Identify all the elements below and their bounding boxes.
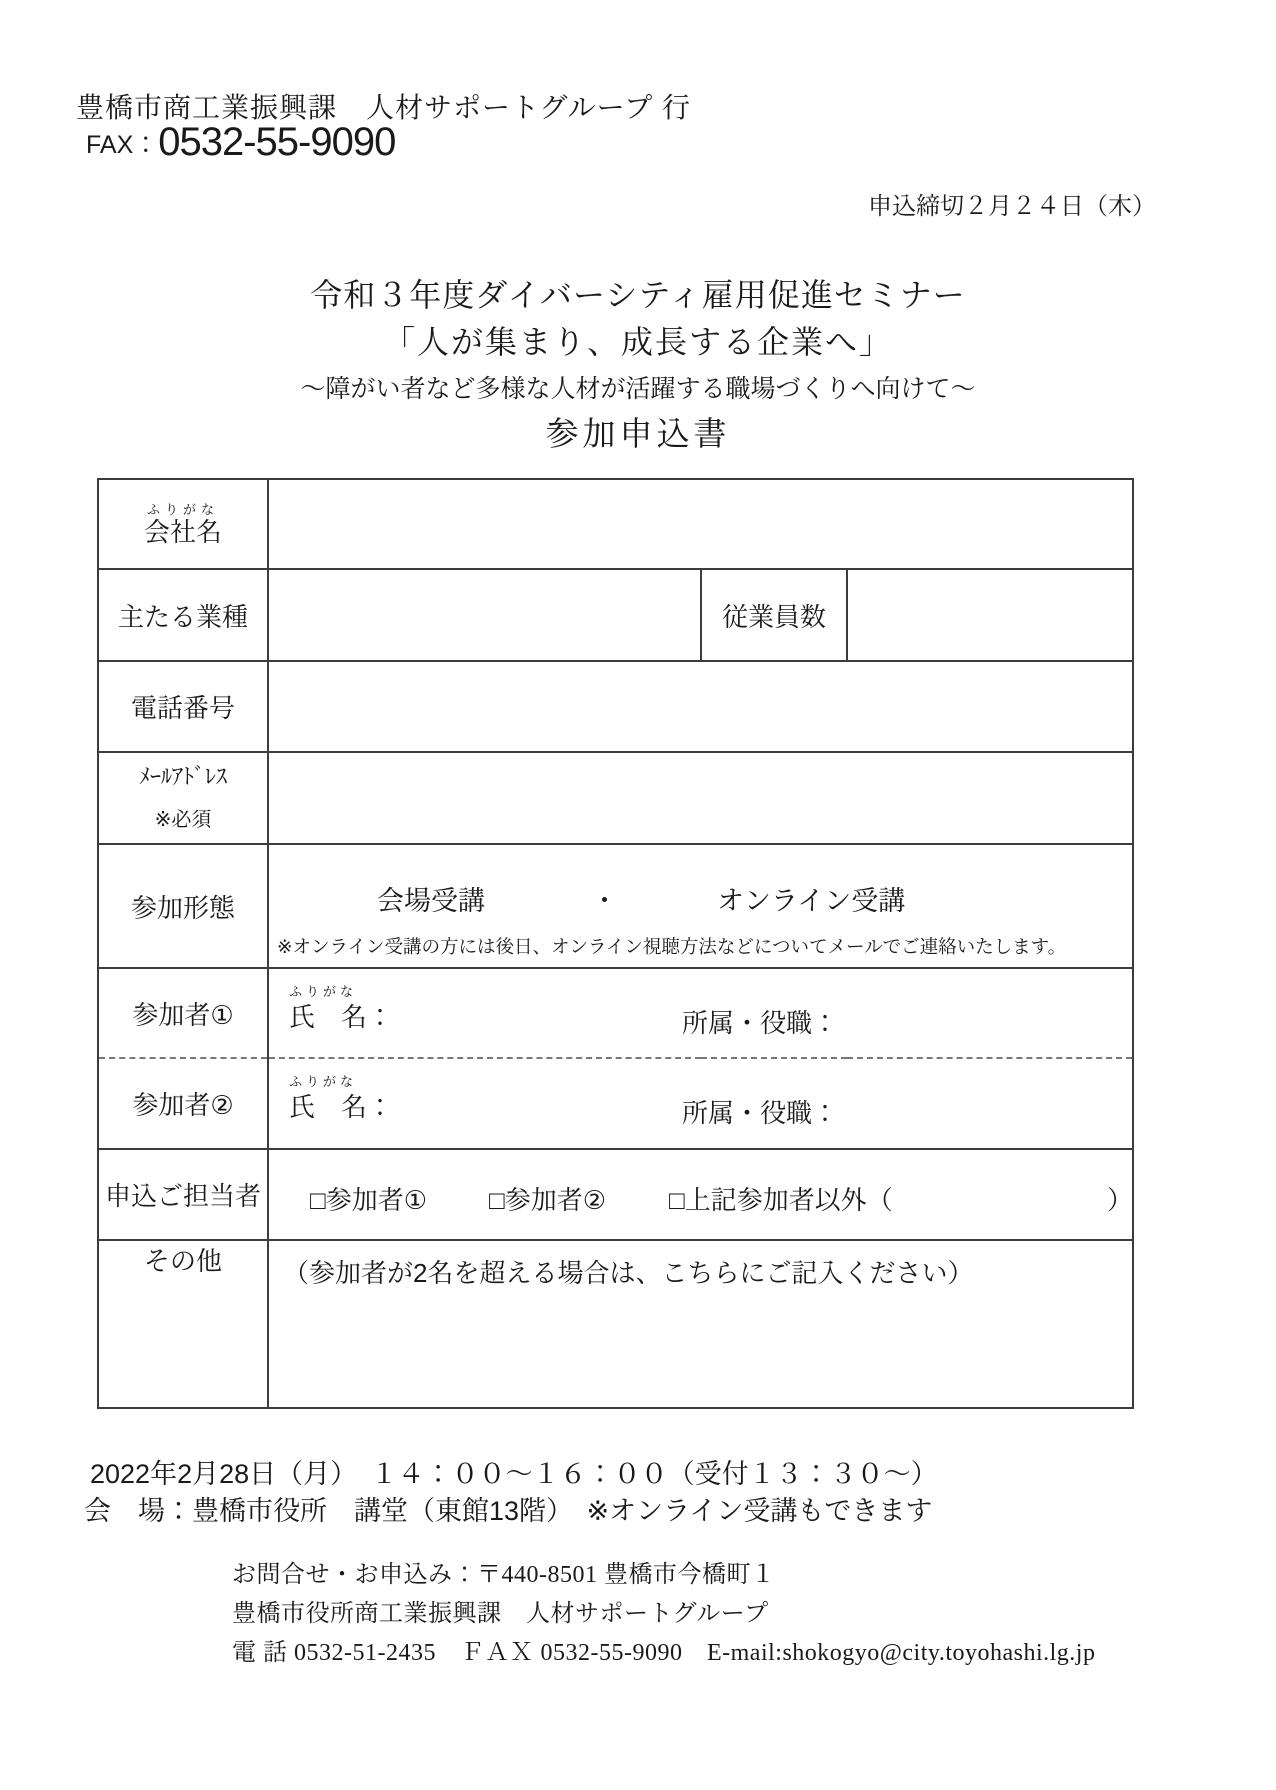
phone-label: 電話番号 xyxy=(130,693,235,723)
participant2-furigana-label: ふりがな xyxy=(289,1074,358,1089)
phone-label-cell xyxy=(98,661,268,752)
contact-person-label: 申込ご担当者 xyxy=(104,1181,261,1211)
email-input-cell[interactable] xyxy=(268,752,1133,844)
company-furigana-label: ふりがな xyxy=(146,501,219,517)
venue-option[interactable]: 会場受講 xyxy=(377,886,485,916)
other-row xyxy=(98,1240,1133,1408)
phone-input-cell[interactable] xyxy=(268,661,1133,752)
industry-label: 主たる業種 xyxy=(117,601,248,632)
company-label-cell xyxy=(98,479,268,569)
checkbox-other-person[interactable]: □上記参加者以外（ xyxy=(669,1185,893,1215)
employees-label-cell xyxy=(701,569,847,661)
employees-input-cell[interactable] xyxy=(847,569,1133,661)
participant2-label-cell xyxy=(98,1058,268,1149)
participant2-name-label: 氏 名： xyxy=(289,1092,394,1122)
other-input-cell[interactable] xyxy=(268,1240,1133,1408)
industry-label-cell xyxy=(98,569,268,661)
email-label: ﾒｰﾙｱﾄﾞﾚｽ xyxy=(138,764,227,789)
phone-row xyxy=(98,661,1133,752)
event-datetime: 2022年2月28日（月） １４：００～１６：００（受付１３：３０～） xyxy=(90,1459,938,1489)
industry-input-cell[interactable] xyxy=(268,569,701,661)
fax-label: FAX： xyxy=(86,130,159,159)
participant2-input-cell[interactable] xyxy=(268,1058,1133,1149)
checkbox-participant1[interactable]: □参加者① xyxy=(310,1185,428,1215)
participant1-label: 参加者① xyxy=(132,999,234,1030)
participant2-row xyxy=(98,1058,1133,1149)
seminar-subtitle: ～障がい者など多様な人材が活躍する職場づくりへ向けて～ xyxy=(300,375,976,403)
option-separator-dot: ・ xyxy=(591,886,618,916)
contact-address-line: お問合せ・お申込み：〒440-8501 豊橋市今橋町１ xyxy=(232,1562,776,1588)
contact-block xyxy=(232,1556,1095,1673)
participation-options-cell xyxy=(268,844,1133,968)
online-option[interactable]: オンライン受講 xyxy=(717,886,906,916)
other-label: その他 xyxy=(143,1246,222,1276)
contact-person-options-cell xyxy=(268,1149,1133,1240)
contact-person-row xyxy=(98,1149,1133,1240)
participant1-label-cell xyxy=(98,968,268,1058)
participant1-role-label: 所属・役職： xyxy=(682,1008,839,1038)
form-title: 参加申込書 xyxy=(545,415,731,452)
application-table xyxy=(97,478,1134,1409)
participation-label: 参加形態 xyxy=(130,892,235,923)
participant2-role-label: 所属・役職： xyxy=(682,1098,839,1128)
fax-number: 0532-55-9090 xyxy=(158,120,396,164)
checkbox-participant2[interactable]: □参加者② xyxy=(489,1185,607,1215)
recipient-line: 豊橋市商工業振興課 人材サポートグループ 行 xyxy=(76,92,691,123)
online-note: ※オンライン受講の方には後日、オンライン視聴方法などについてメールでご連絡いたします。 xyxy=(277,936,1067,957)
employees-label: 従業員数 xyxy=(721,601,826,632)
participant1-input-cell[interactable] xyxy=(268,968,1133,1058)
contact-department-line: 豊橋市役所商工業振興課 人材サポートグループ xyxy=(232,1601,769,1627)
participant1-row xyxy=(98,968,1133,1058)
email-required-note: ※必須 xyxy=(154,809,212,831)
company-input-cell[interactable] xyxy=(268,479,1133,569)
other-note: （参加者が2名を超える場合は、こちらにご記入ください） xyxy=(283,1258,974,1288)
contact-person-label-cell xyxy=(98,1149,268,1240)
seminar-title-line2: 「人が集まり、成長する企業へ」 xyxy=(382,324,893,360)
participant2-label: 参加者② xyxy=(132,1090,234,1120)
participant1-furigana-label: ふりがな xyxy=(289,984,358,999)
participant1-name-label: 氏 名： xyxy=(289,1002,394,1032)
industry-row xyxy=(98,569,1133,661)
participation-row xyxy=(98,844,1133,968)
company-row xyxy=(98,479,1133,569)
email-row xyxy=(98,752,1133,844)
contact-phone-fax-email-line: 電 話 0532-51-2435 ＦＡＸ 0532-55-9090 E-mail:shokogyo@city.toyohashi.lg.jp xyxy=(232,1640,1096,1666)
checkbox-other-close-paren: ） xyxy=(1107,1185,1134,1215)
company-label: 会社名 xyxy=(143,516,222,547)
seminar-title-line1: 令和３年度ダイバーシティ雇用促進セミナー xyxy=(310,277,966,313)
application-deadline: 申込締切２月２４日（木） xyxy=(868,193,1156,220)
participation-label-cell xyxy=(98,844,268,968)
event-venue: 会 場：豊橋市役所 講堂（東館13階） ※オンライン受講もできます xyxy=(84,1496,933,1526)
fax-line xyxy=(86,120,395,165)
other-label-cell xyxy=(98,1240,268,1408)
email-label-cell xyxy=(98,752,268,844)
